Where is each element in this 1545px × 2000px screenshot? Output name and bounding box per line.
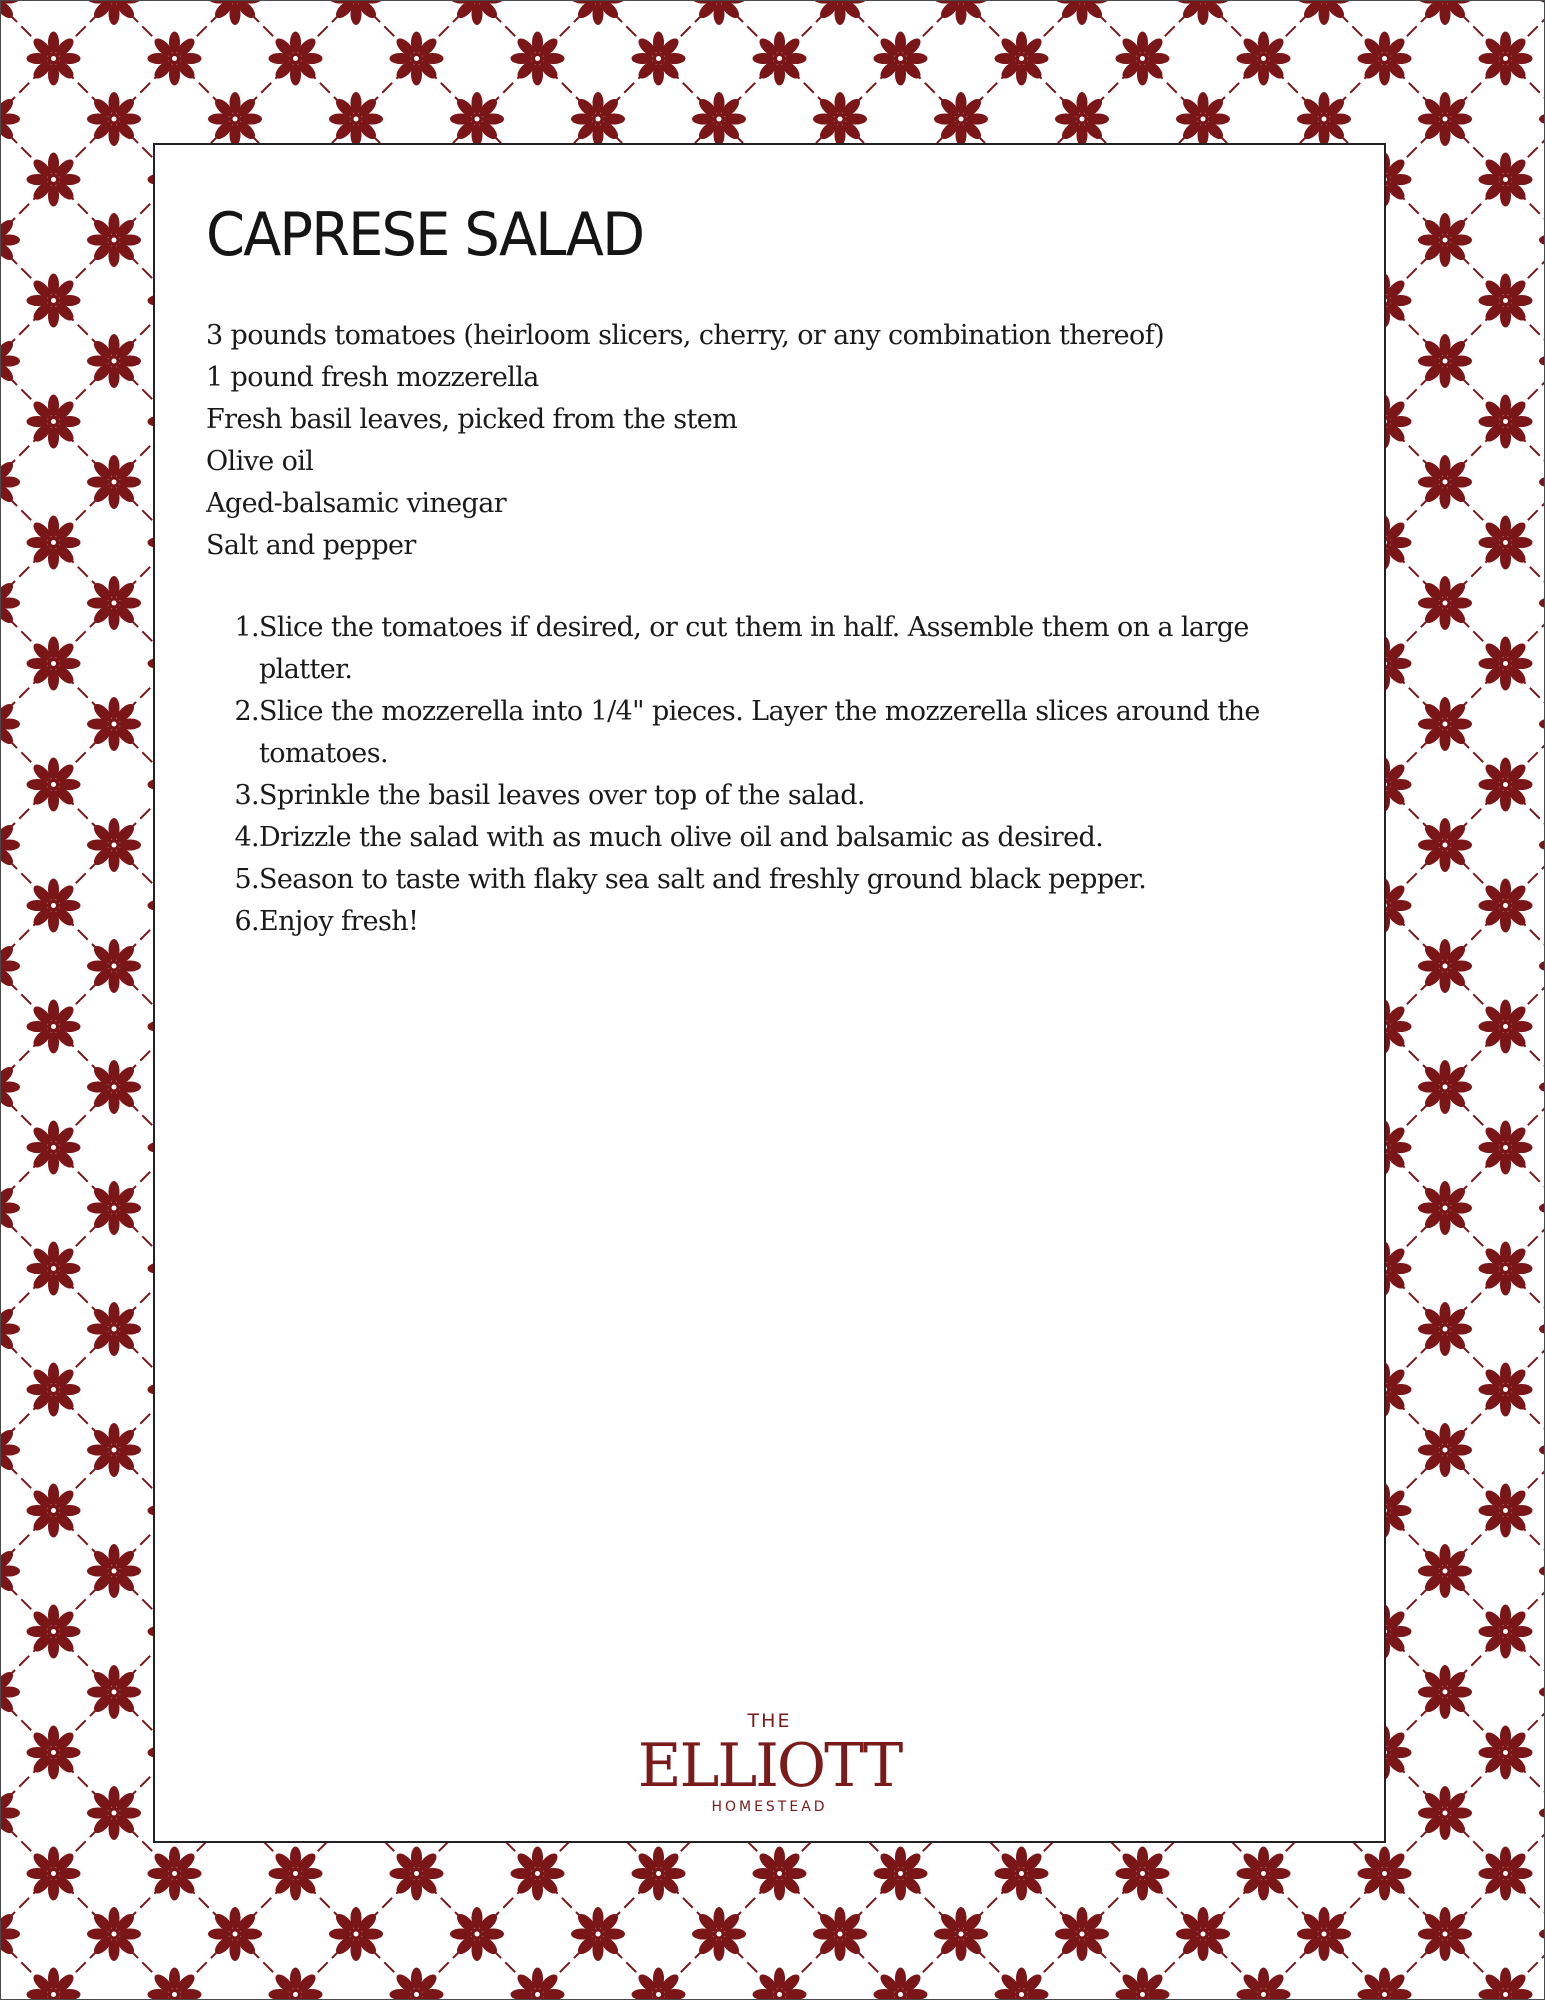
elliott-homestead-logo [155, 1711, 1384, 1815]
instruction-step [206, 691, 1346, 775]
recipe-title: CAPRESE SALAD [206, 200, 644, 270]
ingredient-item: Fresh basil leaves, picked from the stem [206, 404, 738, 435]
instruction-step [206, 817, 1346, 859]
step-text: Slice the tomatoes if desired, or cut them in half. Assemble them on a large platter. [259, 612, 1249, 685]
step-number: 2. [234, 696, 259, 727]
logo-subtitle: HOMESTEAD [711, 1799, 828, 1815]
ingredient-item: Salt and pepper [206, 530, 416, 561]
step-number: 4. [234, 822, 259, 853]
recipe-card [153, 143, 1386, 1843]
instruction-list [206, 607, 1346, 943]
step-text: Slice the mozzerella into 1/4" pieces. Layer the mozzerella slices around the tomatoes. [259, 696, 1260, 769]
logo-the: THE [747, 1710, 792, 1732]
instruction-step [206, 775, 1346, 817]
step-text: Drizzle the salad with as much olive oil and balsamic as desired. [259, 822, 1104, 853]
step-text: Sprinkle the basil leaves over top of the salad. [259, 780, 865, 811]
ingredient-item: Aged-balsamic vinegar [206, 488, 507, 519]
step-number: 6. [234, 906, 259, 937]
step-text: Season to taste with flaky sea salt and freshly ground black pepper. [259, 864, 1147, 895]
step-number: 5. [234, 864, 259, 895]
logo-name: ELLIOTT [637, 1731, 902, 1801]
ingredient-item: 1 pound fresh mozzerella [206, 362, 539, 393]
instruction-step [206, 859, 1346, 901]
step-text: Enjoy fresh! [259, 906, 419, 937]
ingredient-list [206, 315, 1164, 567]
instruction-step [206, 607, 1346, 691]
ingredient-item: 3 pounds tomatoes (heirloom slicers, cherry, or any combination thereof) [206, 320, 1165, 351]
step-number: 3. [234, 780, 259, 811]
instruction-step [206, 901, 1346, 943]
ingredient-item: Olive oil [206, 446, 314, 477]
step-number: 1. [234, 612, 259, 643]
